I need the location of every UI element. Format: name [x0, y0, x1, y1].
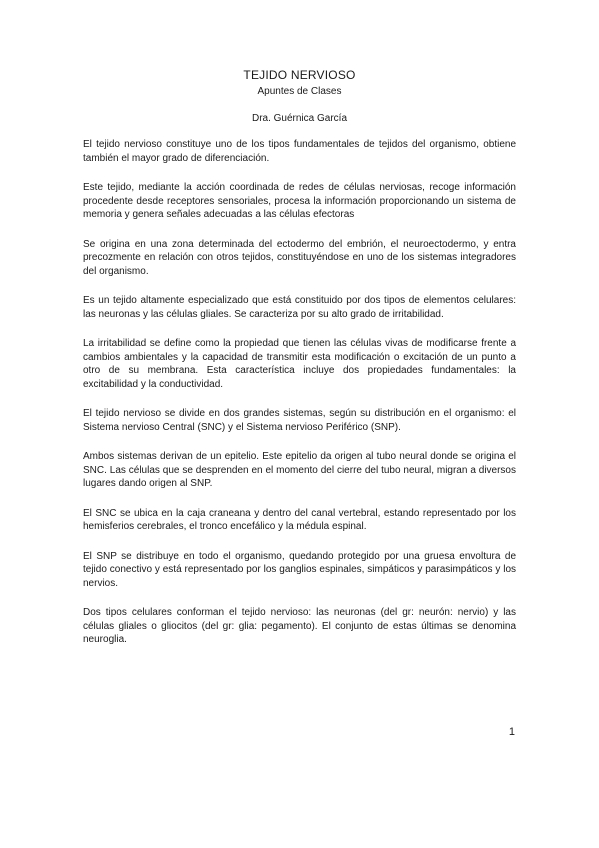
document-author: Dra. Guérnica García	[251, 113, 348, 124]
paragraph-systems: El tejido nervioso se divide en dos grandes sistemas, según su distribución en el organismo: el Sistema nervioso Central (SNC) y el Sistema nervioso Periférico (SNP).	[83, 408, 516, 433]
document-subtitle: Apuntes de Clases	[257, 86, 342, 97]
paragraph-neuroglia: Dos tipos celulares conforman el tejido nervioso: las neuronas (del gr: neurón: nervio) y las células gliales o gliocitos (del gr: glia: pegamento). El conjunto de estas últimas se denomina neuroglia.	[83, 607, 516, 645]
paragraph-definition: El tejido nervioso constituye uno de los tipos fundamentales de tejidos del organismo, obtiene también el mayor grado de diferenciación.	[83, 139, 516, 164]
document-header	[0, 68, 599, 125]
paragraph-snc: El SNC se ubica en la caja craneana y dentro del canal vertebral, estando representado por los hemisferios cerebrales, el tronco encefálico y la médula espinal.	[83, 507, 516, 532]
paragraph-embryology: Ambos sistemas derivan de un epitelio. Este epitelio da origen al tubo neural donde se origina el SNC. Las células que se desprenden en el momento del cierre del tubo neural, migran a diversos lugares dando origen al SNP.	[83, 451, 516, 489]
paragraph-origin: Se origina en una zona determinada del ectodermo del embrión, el neuroectodermo, y entra precozmente en relación con otros tejidos, constituyéndose en uno de los sistemas integradores del organismo.	[83, 238, 516, 277]
paragraph-cell-types: Es un tejido altamente especializado que está constituido por dos tipos de elementos celulares: las neuronas y las células gliales. Se caracteriza por su alto grado de irritabilidad.	[83, 295, 516, 320]
document-body	[83, 138, 516, 663]
page-number: 1	[508, 726, 515, 738]
paragraph-snp: El SNP se distribuye en todo el organismo, quedando protegido por una gruesa envoltura de tejido conectivo y está representado por los ganglios espinales, simpáticos y parasimpáticos y los nervios.	[83, 550, 516, 589]
paragraph-irritability: La irritabilidad se define como la propiedad que tienen las células vivas de modificarse frente a cambios ambientales y la capacidad de transmitir esta modificación o excitación de un punto a otro de su membrana. Esta característica incluye dos propiedades fundamentales: la excitabilidad y la conductividad.	[83, 338, 516, 390]
paragraph-function: Este tejido, mediante la acción coordinada de redes de células nerviosas, recoge información procedente desde receptores sensoriales, procesa la información proporcionando un sistema de memoria y genera señales adecuadas a las células efectoras	[83, 182, 516, 220]
document-title: TEJIDO NERVIOSO	[243, 68, 356, 82]
